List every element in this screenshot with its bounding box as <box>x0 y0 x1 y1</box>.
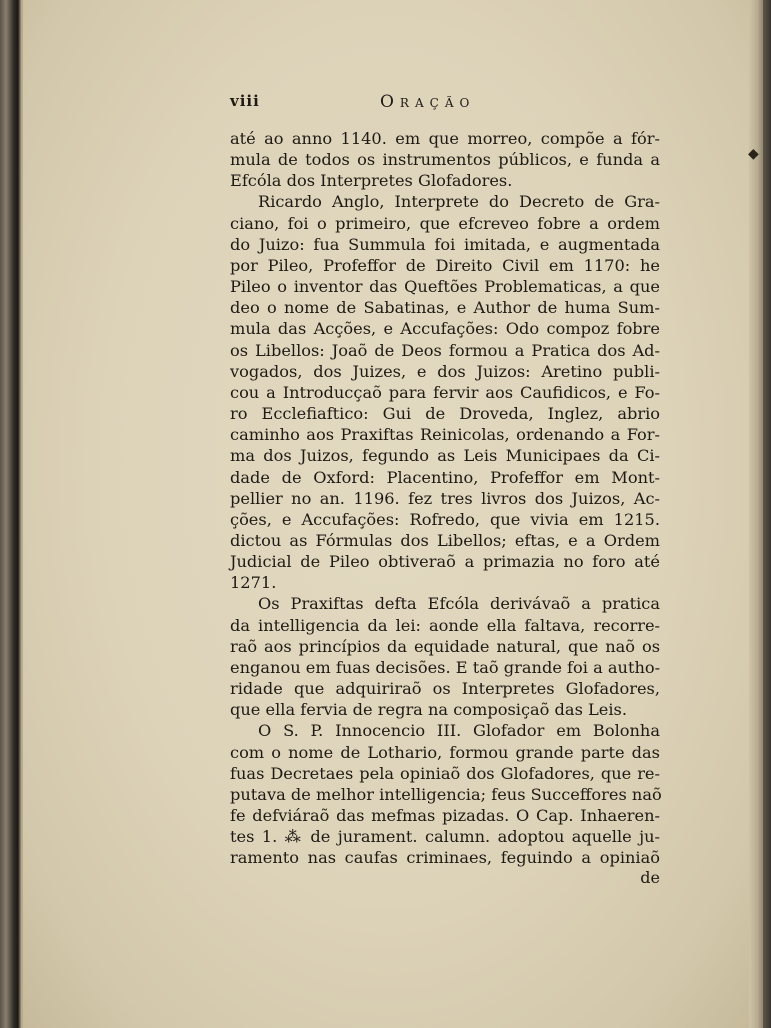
catchword: de <box>640 868 660 888</box>
text-line: putava de melhor intelligencia; feus Succeffores naõ <box>230 784 662 804</box>
text-line: dictou as Fórmulas dos Libellos; eftas, e a Ordem <box>230 530 660 550</box>
text-line: fe defviáraõ das mefmas pizadas. O Cap. Inhaeren- <box>230 806 660 825</box>
folio-number: viii <box>230 92 260 110</box>
text-line: Efcóla dos Interpretes Glofadores. <box>230 171 513 191</box>
text-line: ma dos Juizos, fegundo as Leis Municipaes da Ci- <box>230 446 660 466</box>
text-line: Os Praxiftas defta Efcóla derivávaõ a pratica <box>258 594 660 614</box>
text-line: fuas Decretaes pela opiniaõ dos Glofadores, que re- <box>230 763 660 783</box>
text-line: Pileo o inventor das Queftões Problematicas, a que <box>230 277 660 297</box>
text-line: O S. P. Innocencio III. Glofador em Bolonha <box>258 721 660 741</box>
text-line: raõ aos princípios da equidade natural, que naõ os <box>230 636 660 656</box>
text-line: dade de Oxford: Placentino, Profeffor em Mont- <box>230 467 660 487</box>
text-line: vogados, dos Juizes, e dos Juizos: Aretino publi- <box>230 361 660 381</box>
text-line: tes 1. ⁂ de jurament. calumn. adoptou aquelle ju- <box>230 827 660 847</box>
page-header <box>230 92 660 128</box>
text-line: mula das Acções, e Accufações: Odo compoz fobre <box>230 319 660 339</box>
text-line: caminho aos Praxiftas Reinicolas, ordenando a For- <box>230 425 660 445</box>
text-line: ramento nas caufas criminaes, feguindo a opiniaõ <box>230 848 660 868</box>
text-line: pellier no an. 1196. fez tres livros dos Juizos, Ac- <box>230 488 660 508</box>
text-line: do Juizo: fua Summula foi imitada, e augmentada <box>230 234 660 254</box>
text-line: da intelligencia da lei: aonde ella faltava, recorre- <box>230 615 660 635</box>
text-line: por Pileo, Profeffor de Direito Civil em 1170: he <box>230 255 660 275</box>
body-text <box>230 128 660 868</box>
text-line: ciano, foi o primeiro, que efcreveo fobre a ordem <box>230 213 660 233</box>
text-line: ro Ecclefiaftico: Gui de Droveda, Inglez, abrio <box>230 404 660 424</box>
running-title: Oração <box>380 92 476 112</box>
text-line: Ricardo Anglo, Interprete do Decreto de Gra- <box>258 192 660 212</box>
text-line: que ella fervia de regra na composiçaõ das Leis. <box>230 700 627 720</box>
text-line: enganou em fuas decisões. E taõ grande foi a autho- <box>230 657 661 677</box>
text-line: os Libellos: Joaõ de Deos formou a Pratica dos Ad- <box>230 340 660 360</box>
text-line: com o nome de Lothario, formou grande parte das <box>230 742 660 762</box>
margin-mark-icon: ◆ <box>748 146 759 162</box>
text-line: Judicial de Pileo obtiveraõ a primazia no foro até <box>230 552 660 572</box>
text-line: até ao anno 1140. em que morreo, compõe a fór- <box>230 129 660 148</box>
text-line: deo o nome de Sabatinas, e Author de huma Sum- <box>230 298 660 318</box>
text-line: ções, e Accufações: Rofredo, que vivia em 1215. <box>230 509 660 529</box>
text-line: ridade que adquiriraõ os Interpretes Glofadores, <box>230 679 660 699</box>
text-line: mula de todos os instrumentos públicos, e funda a <box>230 150 660 170</box>
text-line: cou a Introducçaõ para fervir aos Caufidicos, e Fo- <box>230 382 660 402</box>
text-line: 1271. <box>230 573 277 593</box>
text-block <box>230 92 660 887</box>
